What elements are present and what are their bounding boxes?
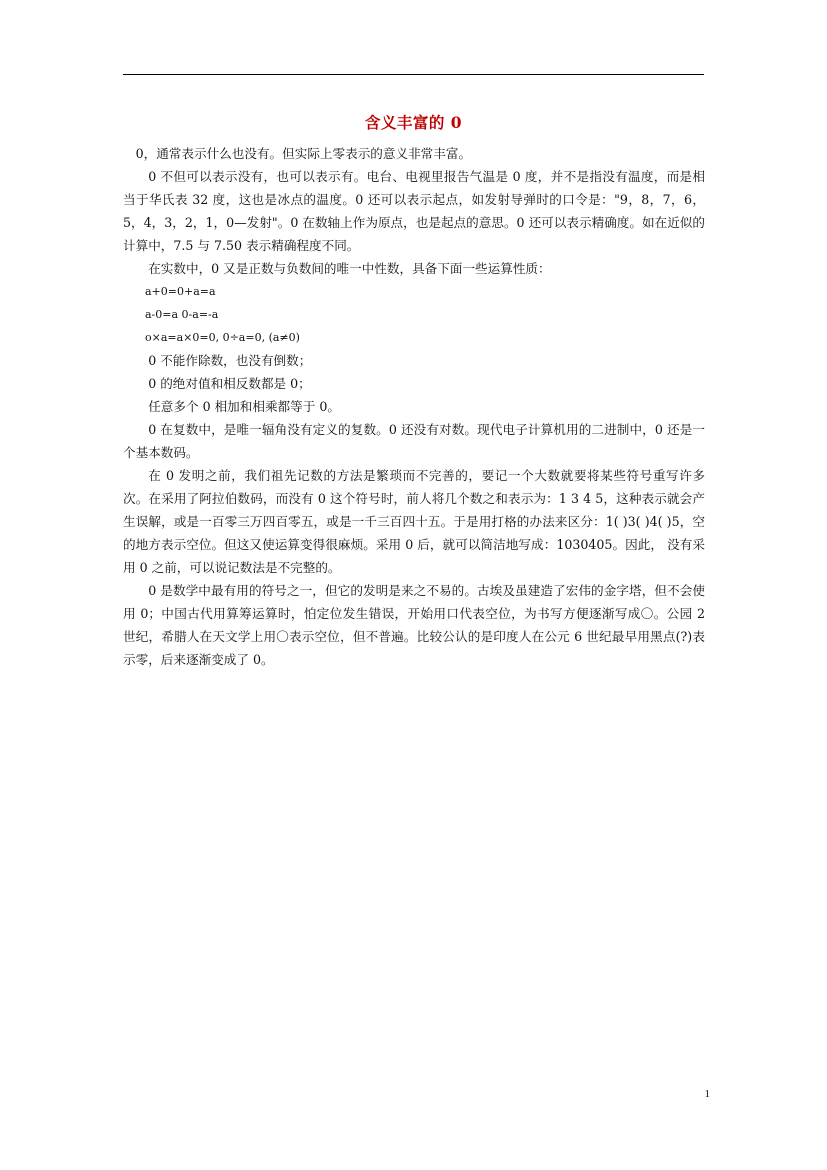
paragraph-sum-product: 任意多个 0 相加和相乘都等于 0。	[148, 399, 340, 414]
paragraph-complex-numbers: 0 在复数中，是唯一辐角没有定义的复数。0 还没有对数。现代电子计算机用的二进制中，0 还是一个基本数码。	[123, 422, 705, 460]
paragraph-history-invention: 0 是数学中最有用的符号之一，但它的发明是来之不易的。古埃及虽建造了宏伟的金字塔，但不会使用 0；中国古代用算筹运算时，怕定位发生错误，开始用口代表空位，为书写方便逐渐写成〇。公园 2 世纪，希腊人在天文学上用〇表示空位，但不普遍。比较公认的是印度人在公元 6 世纪最早用黑点(?)表示零，后来逐渐变成了 0。	[123, 583, 705, 667]
formula-addition: a+0=0+a=a	[145, 285, 216, 298]
document-body	[123, 142, 705, 671]
paragraph-absolute-value: 0 的绝对值和相反数都是 0；	[148, 376, 311, 391]
paragraph-real-numbers: 在实数中，0 又是正数与负数间的唯一中性数，具备下面一些运算性质：	[148, 261, 551, 276]
formula-subtraction: a-0=a 0-a=-a	[145, 308, 219, 321]
page-number: 1	[704, 1088, 710, 1100]
paragraph-history-notation: 在 0 发明之前，我们祖先记数的方法是繁琐而不完善的，要记一个大数就要将某些符号重写许多次。在采用了阿拉伯数码，而没有 0 这个符号时，前人将几个数之和表示为：1 3 4 5，这种表示就会产生误解，或是一百零三万四百零五，或是一千三百四十五。于是用打格的办法来区分：1( )3( )4( )5，空的地方表示空位。但这又使运算变得很麻烦。采用 0 后，就可以简洁地写成：1030405。因此， 没有采用 0 之前，可以说记数法是不完整的。	[123, 468, 705, 575]
formula-multiplication-division: o×a=a×0=0, 0÷a=0, (a≠0)	[145, 331, 300, 344]
document-title: 含义丰富的 0	[364, 113, 463, 132]
paragraph-meanings: 0 不但可以表示没有，也可以表示有。电台、电视里报告气温是 0 度，并不是指没有温度，而是相当于华氏表 32 度，这也是冰点的温度。0 还可以表示起点，如发射导弹时的口令是："9，8，7，6，5，4，3，2，1，0—发射"。0 在数轴上作为原点，也是起点的意思。0 还可以表示精确度。如在近似的计算中，7.5 与 7.50 表示精确程度不同。	[123, 169, 705, 253]
header-rule	[123, 74, 704, 75]
paragraph-no-divisor: 0 不能作除数，也没有倒数；	[148, 353, 312, 368]
paragraph-intro: 0，通常表示什么也没有。但实际上零表示的意义非常丰富。	[135, 146, 472, 161]
